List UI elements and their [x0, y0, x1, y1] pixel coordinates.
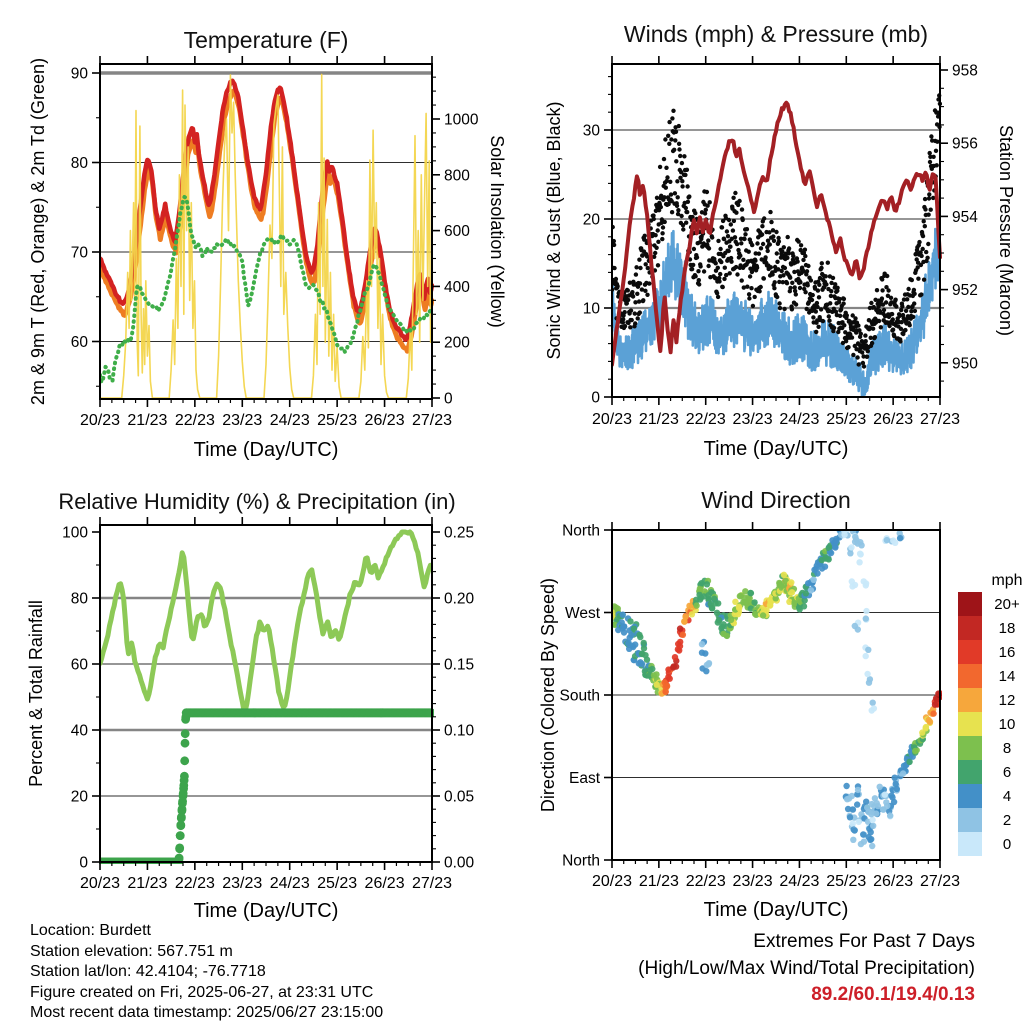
svg-text:80: 80	[70, 155, 88, 172]
svg-text:West: West	[564, 604, 600, 622]
station-info	[30, 921, 383, 1024]
svg-text:Time (Day/UTC): Time (Day/UTC)	[193, 439, 339, 461]
colorbar-swatch	[958, 664, 982, 688]
svg-text:60: 60	[70, 334, 88, 351]
svg-text:Wind Direction: Wind Direction	[701, 487, 851, 513]
svg-text:4: 4	[1002, 788, 1012, 805]
svg-text:8: 8	[1002, 740, 1012, 757]
svg-text:200: 200	[444, 334, 470, 352]
svg-text:25/23: 25/23	[826, 411, 867, 428]
svg-text:27/23: 27/23	[411, 875, 453, 892]
svg-text:80: 80	[70, 590, 88, 608]
svg-text:0.25: 0.25	[444, 524, 475, 542]
station-latlon: Station lat/lon: 42.4104; -76.7718	[30, 963, 266, 981]
series-relative-humidity	[100, 532, 430, 710]
series-wind-direction	[609, 528, 945, 850]
colorbar-swatch	[958, 616, 982, 640]
figure-created: Figure created on Fri, 2025-06-27, at 23:31 UTC	[30, 983, 374, 1001]
extremes-summary	[638, 929, 975, 1009]
svg-text:Temperature (F): Temperature (F)	[183, 27, 349, 53]
svg-text:22/23: 22/23	[174, 412, 215, 429]
svg-text:24/23: 24/23	[779, 411, 820, 428]
svg-text:Direction (Colored By Speed): Direction (Colored By Speed)	[538, 577, 558, 813]
colorbar-swatch	[958, 784, 982, 808]
svg-text:22/23: 22/23	[685, 411, 726, 428]
svg-text:0: 0	[1002, 836, 1012, 853]
svg-text:21/23: 21/23	[127, 412, 168, 429]
svg-text:27/23: 27/23	[919, 873, 961, 890]
svg-text:mph: mph	[991, 572, 1023, 589]
svg-text:23/23: 23/23	[732, 873, 773, 890]
svg-text:60: 60	[70, 656, 88, 674]
colorbar-swatch	[958, 832, 982, 856]
svg-text:70: 70	[70, 244, 88, 262]
svg-text:Relative Humidity (%) & Precip: Relative Humidity (%) & Precipitation (in)	[58, 489, 456, 514]
svg-text:100: 100	[62, 524, 88, 542]
temperature-panel	[28, 27, 507, 461]
svg-text:26/23: 26/23	[873, 411, 914, 428]
winds-pressure-panel	[544, 21, 1016, 460]
data-timestamp: Most recent data timestamp: 2025/06/27 23:15:00	[30, 1004, 384, 1022]
svg-text:Time (Day/UTC): Time (Day/UTC)	[703, 438, 849, 460]
svg-text:20: 20	[582, 211, 600, 229]
svg-text:0.05: 0.05	[444, 788, 475, 806]
svg-text:North: North	[562, 852, 600, 870]
svg-text:40: 40	[70, 722, 88, 740]
colorbar-swatch	[958, 592, 982, 616]
extremes-subtitle: (High/Low/Max Wind/Total Precipitation)	[638, 957, 975, 979]
svg-text:16: 16	[998, 644, 1016, 661]
rh-precip-panel	[26, 489, 475, 922]
svg-text:950: 950	[952, 355, 978, 373]
svg-text:0.20: 0.20	[444, 590, 475, 608]
svg-text:21/23: 21/23	[127, 875, 168, 892]
svg-text:10: 10	[998, 716, 1016, 733]
svg-text:26/23: 26/23	[364, 875, 405, 892]
series-9m-temperature	[100, 91, 432, 351]
svg-text:0.10: 0.10	[444, 722, 475, 740]
svg-text:23/23: 23/23	[222, 412, 263, 429]
svg-text:South: South	[559, 687, 600, 705]
svg-text:400: 400	[444, 278, 470, 296]
svg-text:954: 954	[952, 208, 978, 226]
svg-text:25/23: 25/23	[826, 873, 867, 890]
speed-colorbar	[958, 572, 1023, 856]
svg-text:Winds (mph) & Pressure (mb): Winds (mph) & Pressure (mb)	[623, 21, 929, 47]
svg-text:20: 20	[70, 788, 88, 806]
svg-text:Solar Insolation (Yellow): Solar Insolation (Yellow)	[487, 135, 507, 328]
svg-text:Sonic Wind & Gust (Blue, Black: Sonic Wind & Gust (Blue, Black)	[544, 101, 564, 360]
svg-text:18: 18	[998, 620, 1016, 637]
svg-text:0.00: 0.00	[444, 854, 475, 872]
svg-text:East: East	[568, 769, 600, 787]
svg-text:800: 800	[444, 167, 470, 185]
svg-text:21/23: 21/23	[638, 873, 679, 890]
svg-text:600: 600	[444, 223, 470, 241]
svg-text:24/23: 24/23	[269, 875, 310, 892]
svg-text:10: 10	[582, 300, 600, 318]
svg-text:12: 12	[998, 692, 1016, 709]
colorbar-swatch	[958, 808, 982, 832]
svg-text:956: 956	[952, 135, 978, 153]
svg-text:1000: 1000	[444, 111, 479, 129]
svg-text:20/23: 20/23	[591, 411, 633, 428]
station-elevation: Station elevation: 567.751 m	[30, 942, 233, 960]
svg-text:22/23: 22/23	[685, 873, 726, 890]
svg-text:26/23: 26/23	[364, 412, 405, 429]
svg-text:952: 952	[952, 282, 978, 300]
svg-text:90: 90	[70, 65, 88, 83]
svg-text:Station Pressure (Maroon): Station Pressure (Maroon)	[996, 124, 1016, 337]
colorbar-swatch	[958, 640, 982, 664]
svg-text:20/23: 20/23	[591, 873, 633, 890]
svg-text:27/23: 27/23	[411, 412, 453, 429]
svg-text:14: 14	[998, 668, 1016, 685]
svg-text:30: 30	[582, 122, 600, 140]
svg-text:23/23: 23/23	[222, 875, 263, 892]
svg-text:24/23: 24/23	[779, 873, 820, 890]
wind-direction-panel	[538, 487, 960, 921]
svg-text:958: 958	[952, 62, 978, 80]
station-location: Location: Burdett	[30, 922, 151, 939]
svg-text:20/23: 20/23	[79, 412, 121, 429]
svg-text:27/23: 27/23	[919, 411, 961, 428]
svg-text:Time (Day/UTC): Time (Day/UTC)	[193, 900, 339, 922]
colorbar-swatch	[958, 736, 982, 760]
svg-text:25/23: 25/23	[317, 875, 358, 892]
colorbar-swatch	[958, 712, 982, 736]
svg-text:22/23: 22/23	[174, 875, 215, 892]
svg-text:25/23: 25/23	[317, 412, 358, 429]
svg-text:6: 6	[1002, 764, 1012, 781]
svg-text:North: North	[562, 522, 600, 540]
svg-text:0: 0	[79, 854, 88, 872]
svg-text:0: 0	[444, 390, 453, 408]
svg-text:0: 0	[591, 389, 600, 407]
svg-text:2m & 9m T (Red, Orange) & 2m T: 2m & 9m T (Red, Orange) & 2m Td (Green)	[28, 57, 48, 406]
svg-text:23/23: 23/23	[732, 411, 773, 428]
svg-text:0.15: 0.15	[444, 656, 475, 674]
extremes-values: 89.2/60.1/19.4/0.13	[811, 984, 975, 1005]
svg-text:20+: 20+	[994, 596, 1020, 613]
svg-text:Percent & Total Rainfall: Percent & Total Rainfall	[26, 600, 46, 787]
series-total-rainfall	[96, 708, 436, 866]
svg-text:Time (Day/UTC): Time (Day/UTC)	[703, 899, 849, 921]
svg-text:26/23: 26/23	[873, 873, 914, 890]
extremes-title: Extremes For Past 7 Days	[753, 931, 975, 952]
series-solar-insolation	[100, 74, 432, 398]
svg-text:21/23: 21/23	[638, 411, 679, 428]
colorbar-swatch	[958, 760, 982, 784]
svg-text:2: 2	[1002, 812, 1012, 829]
svg-text:20/23: 20/23	[79, 875, 121, 892]
svg-text:24/23: 24/23	[269, 412, 310, 429]
colorbar-swatch	[958, 688, 982, 712]
series-2m-temperature	[100, 81, 432, 340]
